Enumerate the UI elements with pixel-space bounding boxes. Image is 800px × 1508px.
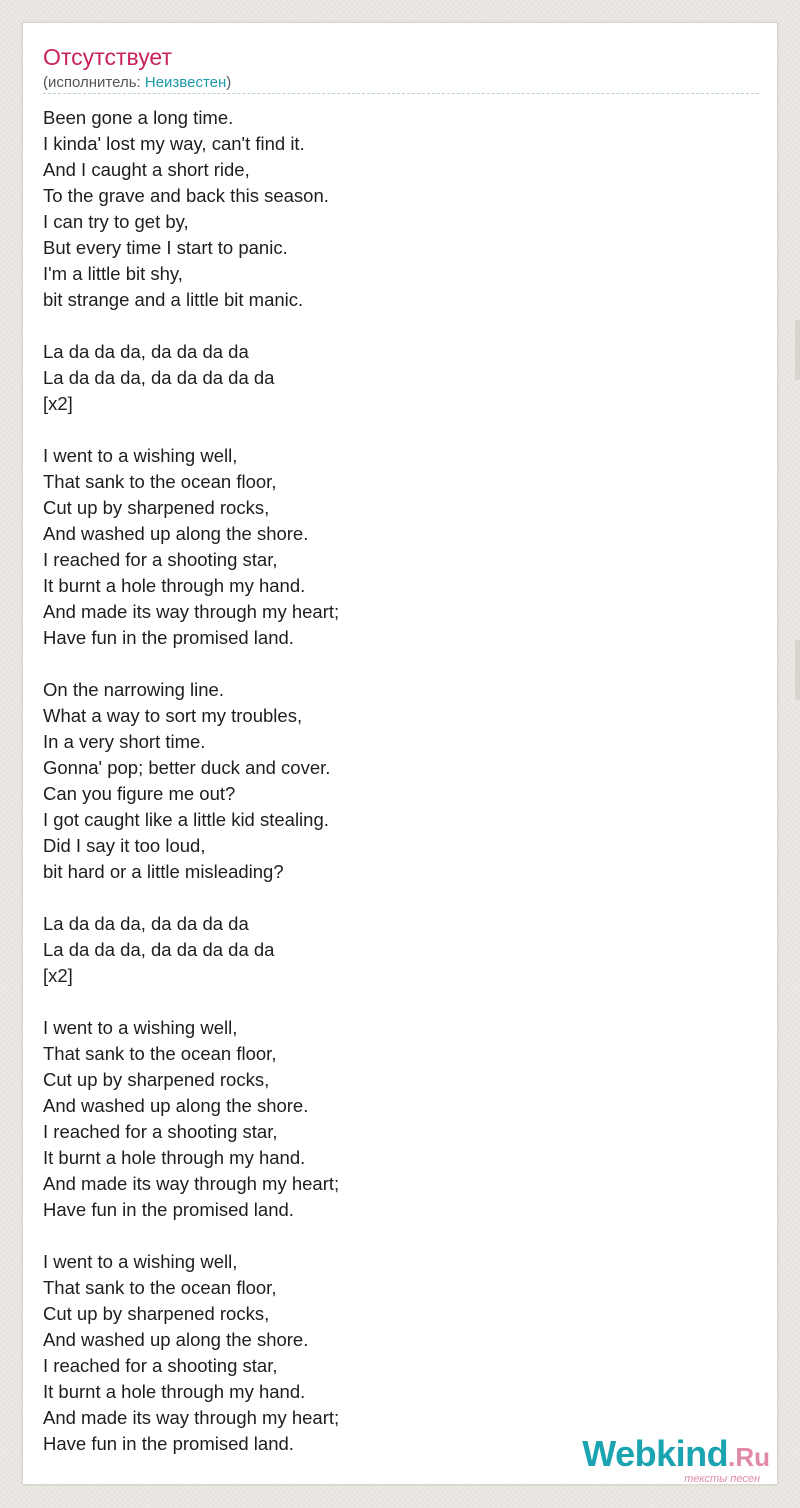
edge-decoration (795, 320, 800, 380)
site-logo[interactable] (582, 1433, 770, 1474)
lyrics-line: I can try to get by, (43, 211, 189, 232)
lyrics-line: That sank to the ocean floor, (43, 1277, 277, 1298)
lyrics-line: Can you figure me out? (43, 783, 236, 804)
lyrics-line: Been gone a long time. (43, 107, 234, 128)
lyrics-line: It burnt a hole through my hand. (43, 1381, 306, 1402)
lyrics-line: Have fun in the promised land. (43, 627, 294, 648)
lyrics-stanza (43, 339, 743, 417)
lyrics-line: It burnt a hole through my hand. (43, 1147, 306, 1168)
lyrics-stanza (43, 1249, 743, 1457)
lyrics-line: And washed up along the shore. (43, 523, 309, 544)
lyrics-line: And made its way through my heart; (43, 601, 340, 622)
lyrics-line: I kinda' lost my way, can't find it. (43, 133, 305, 154)
lyrics-line: La da da da, da da da da (43, 913, 249, 934)
lyrics-line: Cut up by sharpened rocks, (43, 1303, 270, 1324)
logo-tld: .Ru (728, 1442, 770, 1472)
lyrics-body (43, 105, 743, 1457)
lyrics-line: I went to a wishing well, (43, 1017, 238, 1038)
lyrics-stanza (43, 105, 743, 313)
lyrics-line: I reached for a shooting star, (43, 1355, 278, 1376)
lyrics-line: To the grave and back this season. (43, 185, 329, 206)
lyrics-line: Have fun in the promised land. (43, 1433, 294, 1454)
artist-link[interactable]: Неизвестен (144, 74, 227, 91)
header-divider (43, 93, 759, 94)
lyrics-line: I'm a little bit shy, (43, 263, 183, 284)
lyrics-line: But every time I start to panic. (43, 237, 288, 258)
lyrics-line: bit hard or a little misleading? (43, 861, 284, 882)
artist-close: ) (226, 74, 232, 91)
lyrics-line: [x2] (43, 965, 73, 986)
lyrics-line: And made its way through my heart; (43, 1173, 340, 1194)
song-title: Отсутствует (43, 44, 172, 70)
lyrics-stanza (43, 1015, 743, 1223)
edge-decoration (795, 640, 800, 700)
lyrics-line: I reached for a shooting star, (43, 1121, 278, 1142)
lyrics-line: In a very short time. (43, 731, 206, 752)
lyrics-line: And washed up along the shore. (43, 1095, 309, 1116)
lyrics-line: And I caught a short ride, (43, 159, 250, 180)
lyrics-line: Cut up by sharpened rocks, (43, 497, 270, 518)
lyrics-line: What a way to sort my troubles, (43, 705, 303, 726)
lyrics-line: And made its way through my heart; (43, 1407, 340, 1428)
lyrics-line: I went to a wishing well, (43, 1251, 238, 1272)
lyrics-stanza (43, 443, 743, 651)
lyrics-line: bit strange and a little bit manic. (43, 289, 304, 310)
lyrics-line: It burnt a hole through my hand. (43, 575, 306, 596)
lyrics-stanza (43, 911, 743, 989)
artist-label: (исполнитель: (43, 74, 145, 91)
lyrics-line: Did I say it too loud, (43, 835, 206, 856)
lyrics-line: Cut up by sharpened rocks, (43, 1069, 270, 1090)
lyrics-line: La da da da, da da da da (43, 341, 249, 362)
lyrics-line: On the narrowing line. (43, 679, 224, 700)
lyrics-line: La da da da, da da da da da (43, 367, 275, 388)
logo-tagline: тексты песен (684, 1473, 760, 1485)
lyrics-line: [x2] (43, 393, 73, 414)
lyrics-line: Have fun in the promised land. (43, 1199, 294, 1220)
logo-wordmark: Webkind (582, 1433, 729, 1474)
lyrics-line: I reached for a shooting star, (43, 549, 278, 570)
artist-line (43, 73, 231, 93)
lyrics-line: That sank to the ocean floor, (43, 471, 277, 492)
lyrics-line: La da da da, da da da da da (43, 939, 275, 960)
lyrics-line: Gonna' pop; better duck and cover. (43, 757, 331, 778)
lyrics-line: That sank to the ocean floor, (43, 1043, 277, 1064)
lyrics-line: I went to a wishing well, (43, 445, 238, 466)
lyrics-stanza (43, 677, 743, 885)
lyrics-line: I got caught like a little kid stealing. (43, 809, 329, 830)
lyrics-card (22, 22, 778, 1485)
lyrics-line: And washed up along the shore. (43, 1329, 309, 1350)
